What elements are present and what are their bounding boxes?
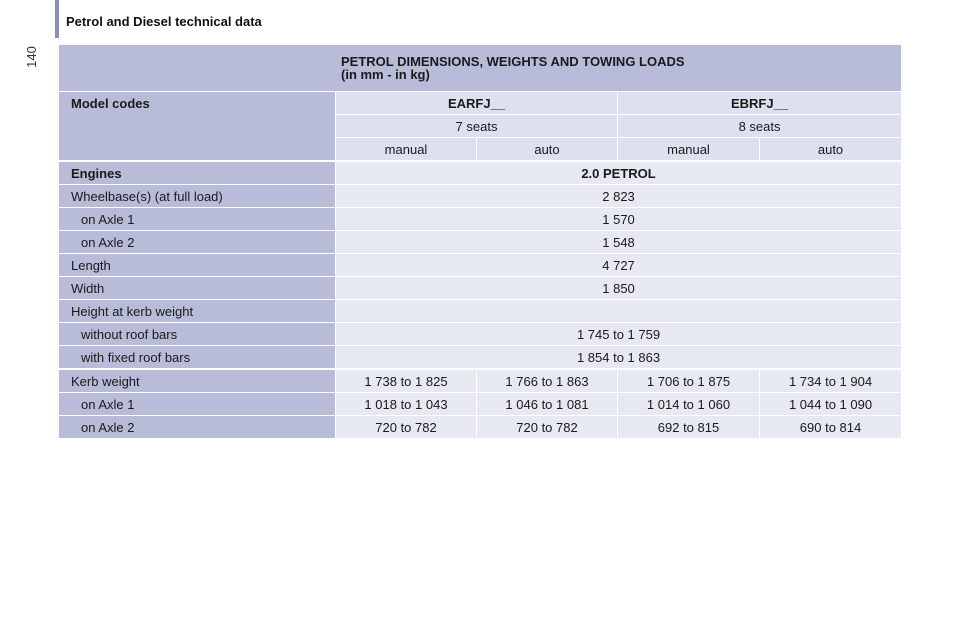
- table-title: [59, 45, 902, 92]
- header-accent-bar: [55, 0, 59, 38]
- row-label: on Axle 2: [59, 231, 336, 254]
- weight-cell: 690 to 814: [760, 416, 902, 439]
- row-label: with fixed roof bars: [59, 346, 336, 370]
- gearbox-cell: manual: [336, 138, 477, 162]
- seats-8: 8 seats: [618, 115, 902, 138]
- petrol-dimensions-table: [58, 44, 902, 439]
- row-label: without roof bars: [59, 323, 336, 346]
- gearbox-cell: auto: [760, 138, 902, 162]
- engines-label: Engines: [59, 161, 336, 185]
- weight-cell: 1 706 to 1 875: [618, 369, 760, 393]
- gearbox-cell: auto: [477, 138, 618, 162]
- row-label: on Axle 1: [59, 393, 336, 416]
- model-code-earfj: EARFJ__: [336, 92, 618, 115]
- weight-cell: 1 766 to 1 863: [477, 369, 618, 393]
- row-value: 4 727: [336, 254, 902, 277]
- row-value: 1 745 to 1 759: [336, 323, 902, 346]
- row-label: Height at kerb weight: [59, 300, 336, 323]
- row-label: Width: [59, 277, 336, 300]
- model-codes-label: Model codes: [59, 92, 336, 162]
- row-label: Wheelbase(s) (at full load): [59, 185, 336, 208]
- weight-cell: 1 046 to 1 081: [477, 393, 618, 416]
- row-value: [336, 300, 902, 323]
- row-value: 1 850: [336, 277, 902, 300]
- weight-cell: 1 734 to 1 904: [760, 369, 902, 393]
- row-value: 2 823: [336, 185, 902, 208]
- weight-cell: 1 044 to 1 090: [760, 393, 902, 416]
- weight-cell: 692 to 815: [618, 416, 760, 439]
- row-value: 1 854 to 1 863: [336, 346, 902, 370]
- row-label: on Axle 1: [59, 208, 336, 231]
- table-title-line2: (in mm - in kg): [341, 67, 430, 82]
- page-header-title: Petrol and Diesel technical data: [66, 14, 262, 29]
- row-value: 1 570: [336, 208, 902, 231]
- row-label: Length: [59, 254, 336, 277]
- table-title-line1: PETROL DIMENSIONS, WEIGHTS AND TOWING LOADS: [341, 54, 685, 69]
- seats-7: 7 seats: [336, 115, 618, 138]
- row-value: 1 548: [336, 231, 902, 254]
- model-code-ebrfj: EBRFJ__: [618, 92, 902, 115]
- page-number: 140: [24, 46, 39, 68]
- row-label: on Axle 2: [59, 416, 336, 439]
- engine-value: 2.0 PETROL: [336, 161, 902, 185]
- weight-cell: 720 to 782: [336, 416, 477, 439]
- row-label: Kerb weight: [59, 369, 336, 393]
- weight-cell: 1 014 to 1 060: [618, 393, 760, 416]
- weight-cell: 1 738 to 1 825: [336, 369, 477, 393]
- gearbox-cell: manual: [618, 138, 760, 162]
- weight-cell: 720 to 782: [477, 416, 618, 439]
- weight-cell: 1 018 to 1 043: [336, 393, 477, 416]
